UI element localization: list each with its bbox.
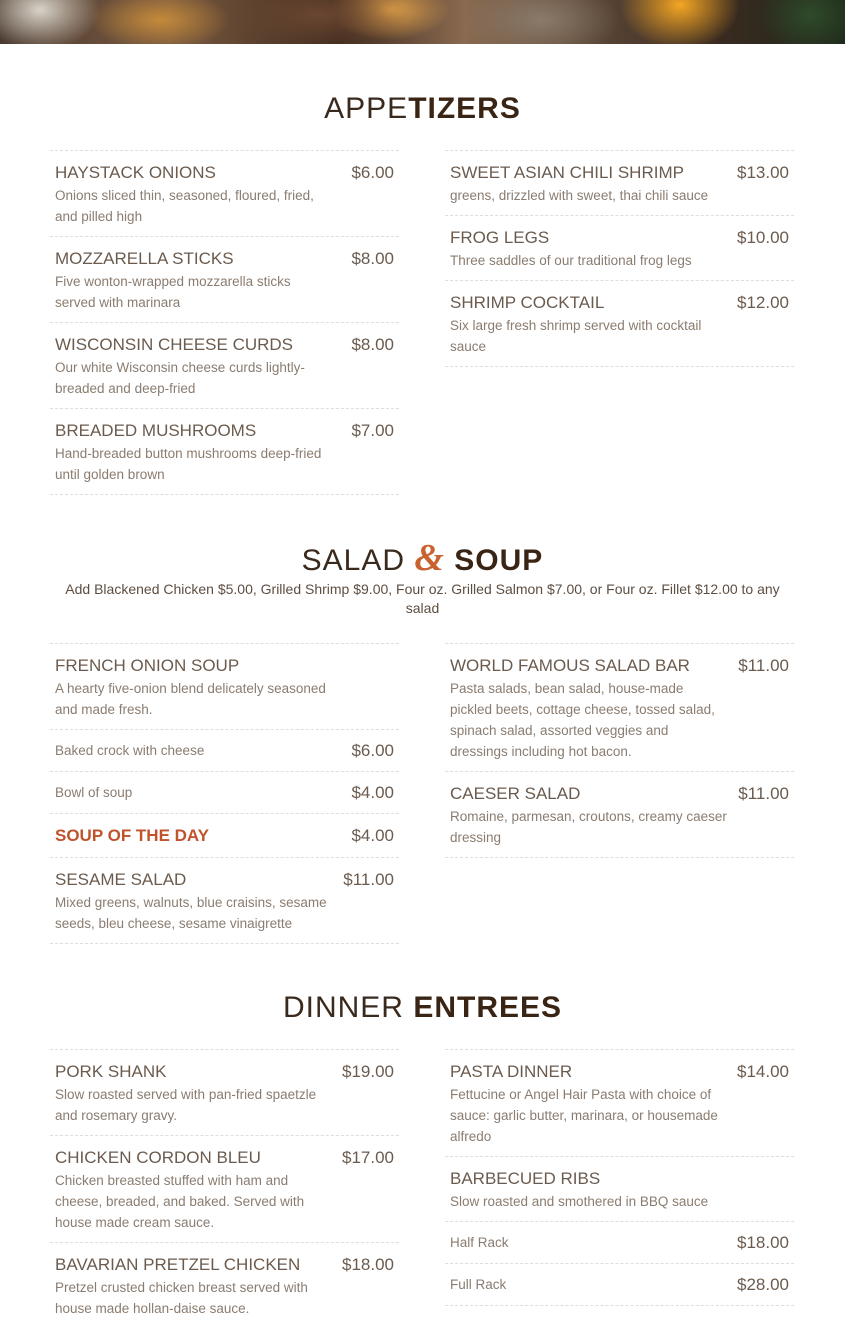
menu-item: [50, 323, 399, 409]
item-description: Chicken breasted stuffed with ham and cheese, breaded, and baked. Served with house made cream sauce.: [55, 1173, 305, 1230]
salad-soup-right-column: [445, 643, 794, 858]
item-description: Five wonton-wrapped mozzarella sticks served with marinara: [55, 274, 291, 310]
item-price: $11.00: [343, 870, 394, 889]
item-description: greens, drizzled with sweet, thai chili sauce: [450, 188, 709, 203]
appetizers-right-column: [445, 150, 794, 367]
title-light: APPE: [324, 92, 409, 125]
item-description: Slow roasted served with pan-fried spaetzle and rosemary gravy.: [55, 1087, 317, 1123]
item-name: SHRIMP COCKTAIL: [450, 293, 605, 312]
item-name: PORK SHANK: [55, 1062, 167, 1081]
sub-item-name: Full Rack: [450, 1277, 507, 1292]
entrees-title: [0, 991, 845, 1025]
menu-item: [445, 216, 794, 281]
menu-item: [445, 281, 794, 367]
menu-item: [50, 858, 399, 944]
menu-sub-item: [50, 730, 399, 772]
title-bold: TIZERS: [408, 92, 521, 125]
item-name: FRENCH ONION SOUP: [55, 656, 240, 675]
item-price: $6.00: [351, 741, 394, 760]
item-name: WORLD FAMOUS SALAD BAR: [450, 656, 690, 675]
item-price: $11.00: [738, 784, 789, 803]
item-name: BREADED MUSHROOMS: [55, 421, 257, 440]
item-price: $28.00: [737, 1275, 789, 1294]
salad-addon-note: Add Blackened Chicken $5.00, Grilled Shrimp $9.00, Four oz. Grilled Salmon $7.00, or Four oz. Fillet $12.00 to any salad: [65, 581, 780, 616]
item-price: $6.00: [351, 163, 394, 182]
menu-item: [50, 644, 399, 730]
item-description: Pasta salads, bean salad, house-made pickled beets, cottage cheese, tossed salad, spinach salad, assorted veggies and dressings including hot bacon.: [450, 681, 715, 759]
item-price: $8.00: [351, 249, 394, 268]
item-name: HAYSTACK ONIONS: [55, 163, 216, 182]
sub-item-name: Bowl of soup: [55, 785, 133, 800]
title-light: DINNER: [282, 991, 404, 1024]
item-description: Mixed greens, walnuts, blue craisins, sesame seeds, bleu cheese, sesame vinaigrette: [55, 895, 327, 931]
item-description: A hearty five-onion blend delicately seasoned and made fresh.: [55, 681, 326, 717]
special-item-name: SOUP OF THE DAY: [55, 826, 209, 845]
item-name: BARBECUED RIBS: [450, 1169, 601, 1188]
salad-soup-title: [0, 536, 845, 580]
item-price: $18.00: [342, 1255, 394, 1274]
item-price: $13.00: [737, 163, 789, 182]
item-name: CHICKEN CORDON BLEU: [55, 1148, 261, 1167]
item-price: $10.00: [737, 228, 789, 247]
item-price: $8.00: [351, 335, 394, 354]
appetizers-left-column: [50, 150, 399, 495]
title-bold: SOUP: [454, 544, 544, 577]
menu-item: [445, 1050, 794, 1157]
item-description: Six large fresh shrimp served with cocktail sauce: [450, 318, 702, 354]
menu-item: [445, 151, 794, 216]
item-price: $11.00: [738, 656, 789, 675]
menu-special-item: [50, 814, 399, 858]
item-name: BAVARIAN PRETZEL CHICKEN: [55, 1255, 301, 1274]
item-name: WISCONSIN CHEESE CURDS: [55, 335, 294, 354]
menu-sub-item: [445, 1222, 794, 1264]
sub-item-name: Half Rack: [450, 1235, 509, 1250]
item-description: Fettucine or Angel Hair Pasta with choice of sauce: garlic butter, marinara, or housemade alfredo: [450, 1087, 718, 1144]
item-price: $4.00: [351, 826, 394, 845]
item-price: $12.00: [737, 293, 789, 312]
menu-item: [445, 1157, 794, 1222]
menu-item: [445, 772, 794, 858]
appetizers-title: [0, 92, 845, 126]
item-price: $19.00: [342, 1062, 394, 1081]
item-name: PASTA DINNER: [450, 1062, 573, 1081]
entrees-right-column: [445, 1049, 794, 1306]
title-bold: ENTREES: [413, 991, 563, 1024]
item-price: $14.00: [737, 1062, 789, 1081]
menu-sub-item: [50, 772, 399, 814]
title-ampersand: &: [414, 537, 445, 579]
item-name: FROG LEGS: [450, 228, 550, 247]
item-price: $18.00: [737, 1233, 789, 1252]
sub-item-name: Baked crock with cheese: [55, 743, 205, 758]
menu-item: [50, 237, 399, 323]
item-description: Slow roasted and smothered in BBQ sauce: [450, 1194, 709, 1209]
item-name: MOZZARELLA STICKS: [55, 249, 234, 268]
menu-item: [50, 151, 399, 237]
menu-sub-item: [445, 1264, 794, 1306]
item-description: Romaine, parmesan, croutons, creamy caeser dressing: [450, 809, 727, 845]
item-description: Three saddles of our traditional frog legs: [450, 253, 692, 268]
menu-item: [50, 409, 399, 495]
item-price: $7.00: [351, 421, 394, 440]
item-description: Onions sliced thin, seasoned, floured, fried, and pilled high: [55, 188, 314, 224]
item-name: SWEET ASIAN CHILI SHRIMP: [450, 163, 684, 182]
title-light: SALAD: [301, 544, 406, 577]
entrees-left-column: [50, 1049, 399, 1321]
item-description: Our white Wisconsin cheese curds lightly-breaded and deep-fried: [55, 360, 305, 396]
item-name: CAESER SALAD: [450, 784, 581, 803]
menu-item: [50, 1243, 399, 1321]
salad-soup-left-column: [50, 643, 399, 944]
item-price: $4.00: [351, 783, 394, 802]
menu-item: [445, 644, 794, 772]
hero-food-image: [0, 0, 845, 44]
menu-item: [50, 1050, 399, 1136]
menu-item: [50, 1136, 399, 1243]
item-description: Hand-breaded button mushrooms deep-fried until golden brown: [55, 446, 322, 482]
item-name: SESAME SALAD: [55, 870, 187, 889]
item-description: Pretzel crusted chicken breast served with house made hollan-daise sauce.: [55, 1280, 308, 1316]
item-price: $17.00: [342, 1148, 394, 1167]
